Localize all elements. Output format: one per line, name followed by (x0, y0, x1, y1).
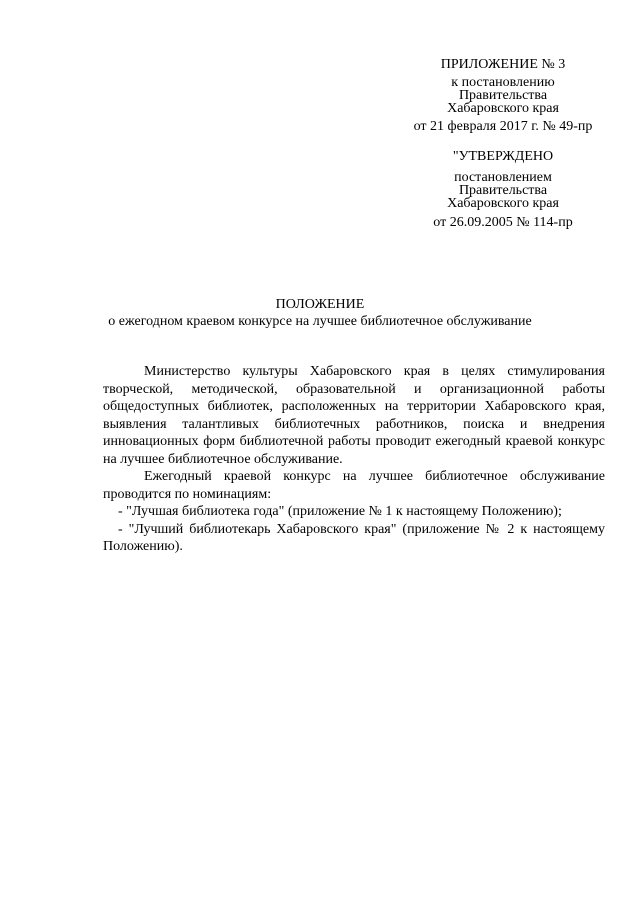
annex-date: от 21 февраля 2017 г. № 49-пр (413, 119, 593, 134)
document-subtitle: о ежегодном краевом конкурсе на лучшее библиотечное обслуживание (108, 314, 532, 329)
body-paragraph-2: Ежегодный краевой конкурс на лучшее библиотечное обслуживание проводится по номинациям: (103, 469, 605, 502)
document-title-block (100, 296, 540, 330)
approved-heading: "УТВЕРЖДЕНО (452, 149, 554, 164)
annex-number: ПРИЛОЖЕНИЕ № 3 (440, 57, 566, 72)
approved-line-1: постановлением (454, 170, 552, 185)
annex-header (393, 58, 613, 133)
approved-line-3: Хабаровского края (447, 196, 559, 211)
annex-line-2: Правительства (458, 88, 548, 103)
annex-line-1: к постановлению (451, 75, 555, 90)
approved-line-2: Правительства (458, 183, 548, 198)
nomination-item-1: - "Лучшая библиотека года" (приложение № 1 к настоящему Положению); (118, 504, 562, 519)
approved-stamp (393, 150, 613, 229)
nomination-item-2: - "Лучший библиотекарь Хабаровского края" (приложение № 2 к настоящему Положению). (103, 521, 605, 554)
annex-line-3: Хабаровского края (447, 101, 559, 116)
document-body (103, 363, 605, 556)
body-paragraph-1: Министерство культуры Хабаровского края в целях стимулирования творческой, методической, образовательной и организационной работы общедоступных библиотек, расположенных на территории Хабаровского края, выявления талантливых библиотечных работников, поиска и внедрения инновационных форм библиотечной работы проводит ежегодный краевой конкурс на лучшее библиотечное обслуживание. (103, 364, 605, 467)
document-title: ПОЛОЖЕНИЕ (275, 297, 365, 312)
approved-date: от 26.09.2005 № 114-пр (433, 215, 573, 230)
